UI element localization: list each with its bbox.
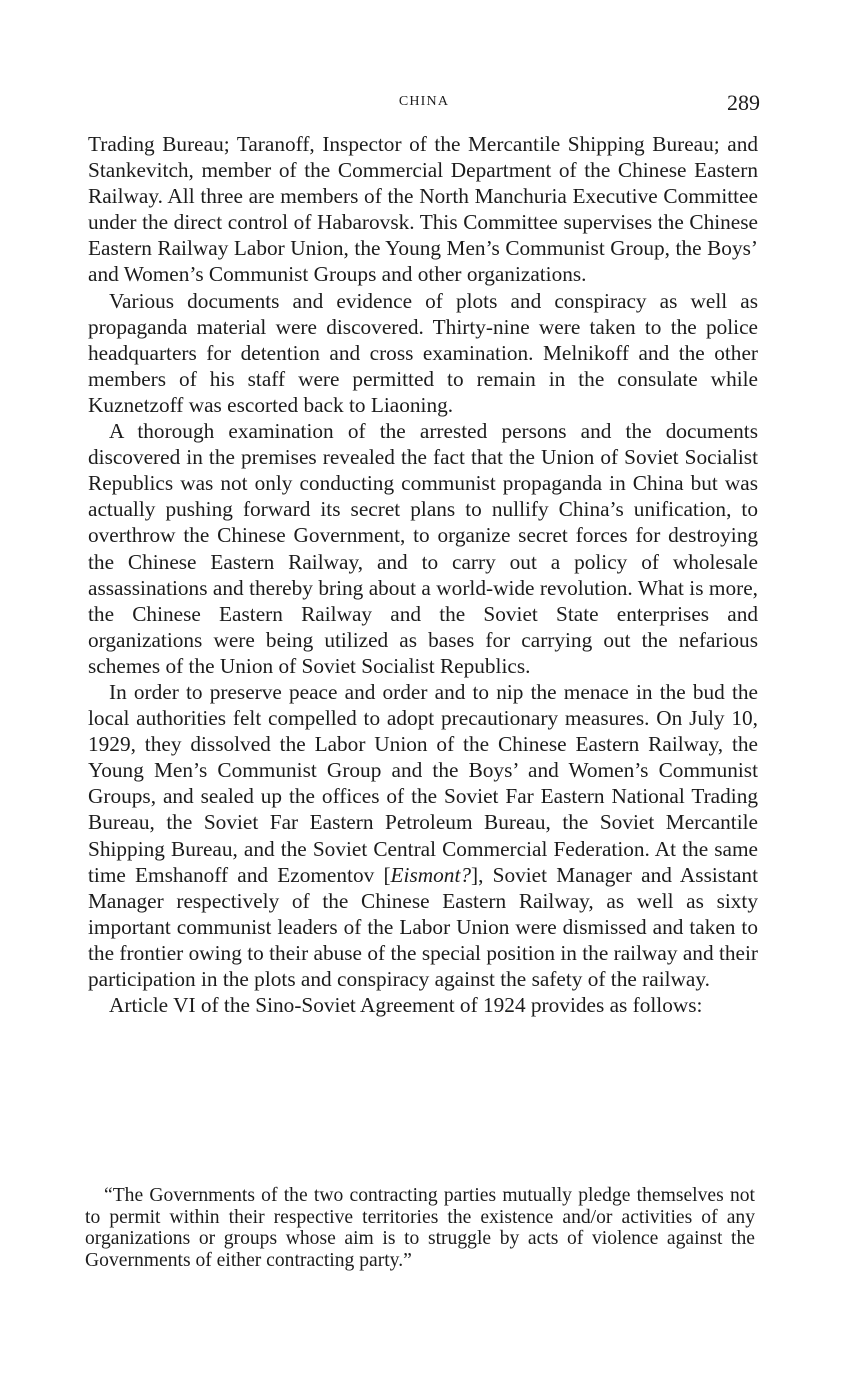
page-number: 289 — [727, 90, 760, 115]
body-text — [88, 131, 758, 1018]
quoted-article: “The Governments of the two contracting parties mutually pledge themselves not to permit within their respective territories the existence and/or activities of any organizations or groups whose aim is to struggle by acts of violence against the Governments of either contracting party.” — [85, 1185, 755, 1271]
paragraph-measures — [88, 679, 758, 992]
editorial-insertion: Eismont? — [390, 862, 472, 887]
paragraph-continued: Trading Bureau; Taranoff, Inspector of the Mercantile Shipping Bureau; and Stankevitch, member of the Commercial Department of the Chinese Eastern Railway. All three are members of the North Manchuria Executive Committee under the direct control of Habarovsk. This Committee supervises the Chinese Eastern Railway Labor Union, the Young Men’s Communist Group, the Boys’ and Women’s Communist Groups and other organizations. — [88, 132, 758, 287]
paragraph-documents: Various documents and evidence of plots and conspiracy as well as propaganda material were discovered. Thirty-nine were taken to the police headquarters for detention and cross examination. Melnikoff and the other members of his staff were permitted to remain in the consulate while Kuznetzoff was escorted back to Liaoning. — [88, 288, 758, 417]
running-head — [88, 90, 760, 116]
paragraph-measures-text: In order to preserve peace and order and to nip the menace in the bud the local authorities felt compelled to adopt precautionary measures. On July 10, 1929, they dissolved the Labor Union of the Chinese Eastern Railway, the Young Men’s Communist Group and the Boys’ and Women’s Communist Groups, and sealed up the offices of the Soviet Far Eastern National Trading Bureau, the Soviet Far Eastern Petroleum Bureau, the Soviet Mercantile Shipping Bureau, and the Soviet Central Commercial Federation. At the same time Emshanoff and Ezomentov [ — [88, 679, 758, 887]
paragraph-measures-text-cont: ], Soviet Manager and Assistant Manager respectively of the Chinese Eastern Railway, as well as sixty important communist leaders of the Labor Union were dismissed and taken to the frontier owing to their abuse of the special position in the railway and their participation in the plots and conspiracy against the safety of the railway. — [88, 862, 759, 991]
running-title: CHINA — [398, 94, 450, 109]
paragraph-article: Article VI of the Sino-Soviet Agreement of 1924 provides as follows: — [109, 993, 703, 1018]
paragraph-examination: A thorough examination of the arrested persons and the documents discovered in the premises revealed the fact that the Union of Soviet Socialist Republics was not only conducting communist propaganda in China but was actually pushing forward its secret plans to nullify China’s unification, to overthrow the Chinese Government, to organize secret forces for destroying the Chinese Eastern Railway, and to carry out a policy of wholesale assassinations and thereby bring about a world-wide revolution. What is more, the Chinese Eastern Railway and the Soviet State enterprises and organizations were being utilized as bases for carrying out the nefarious schemes of the Union of Soviet Socialist Republics. — [88, 419, 758, 678]
